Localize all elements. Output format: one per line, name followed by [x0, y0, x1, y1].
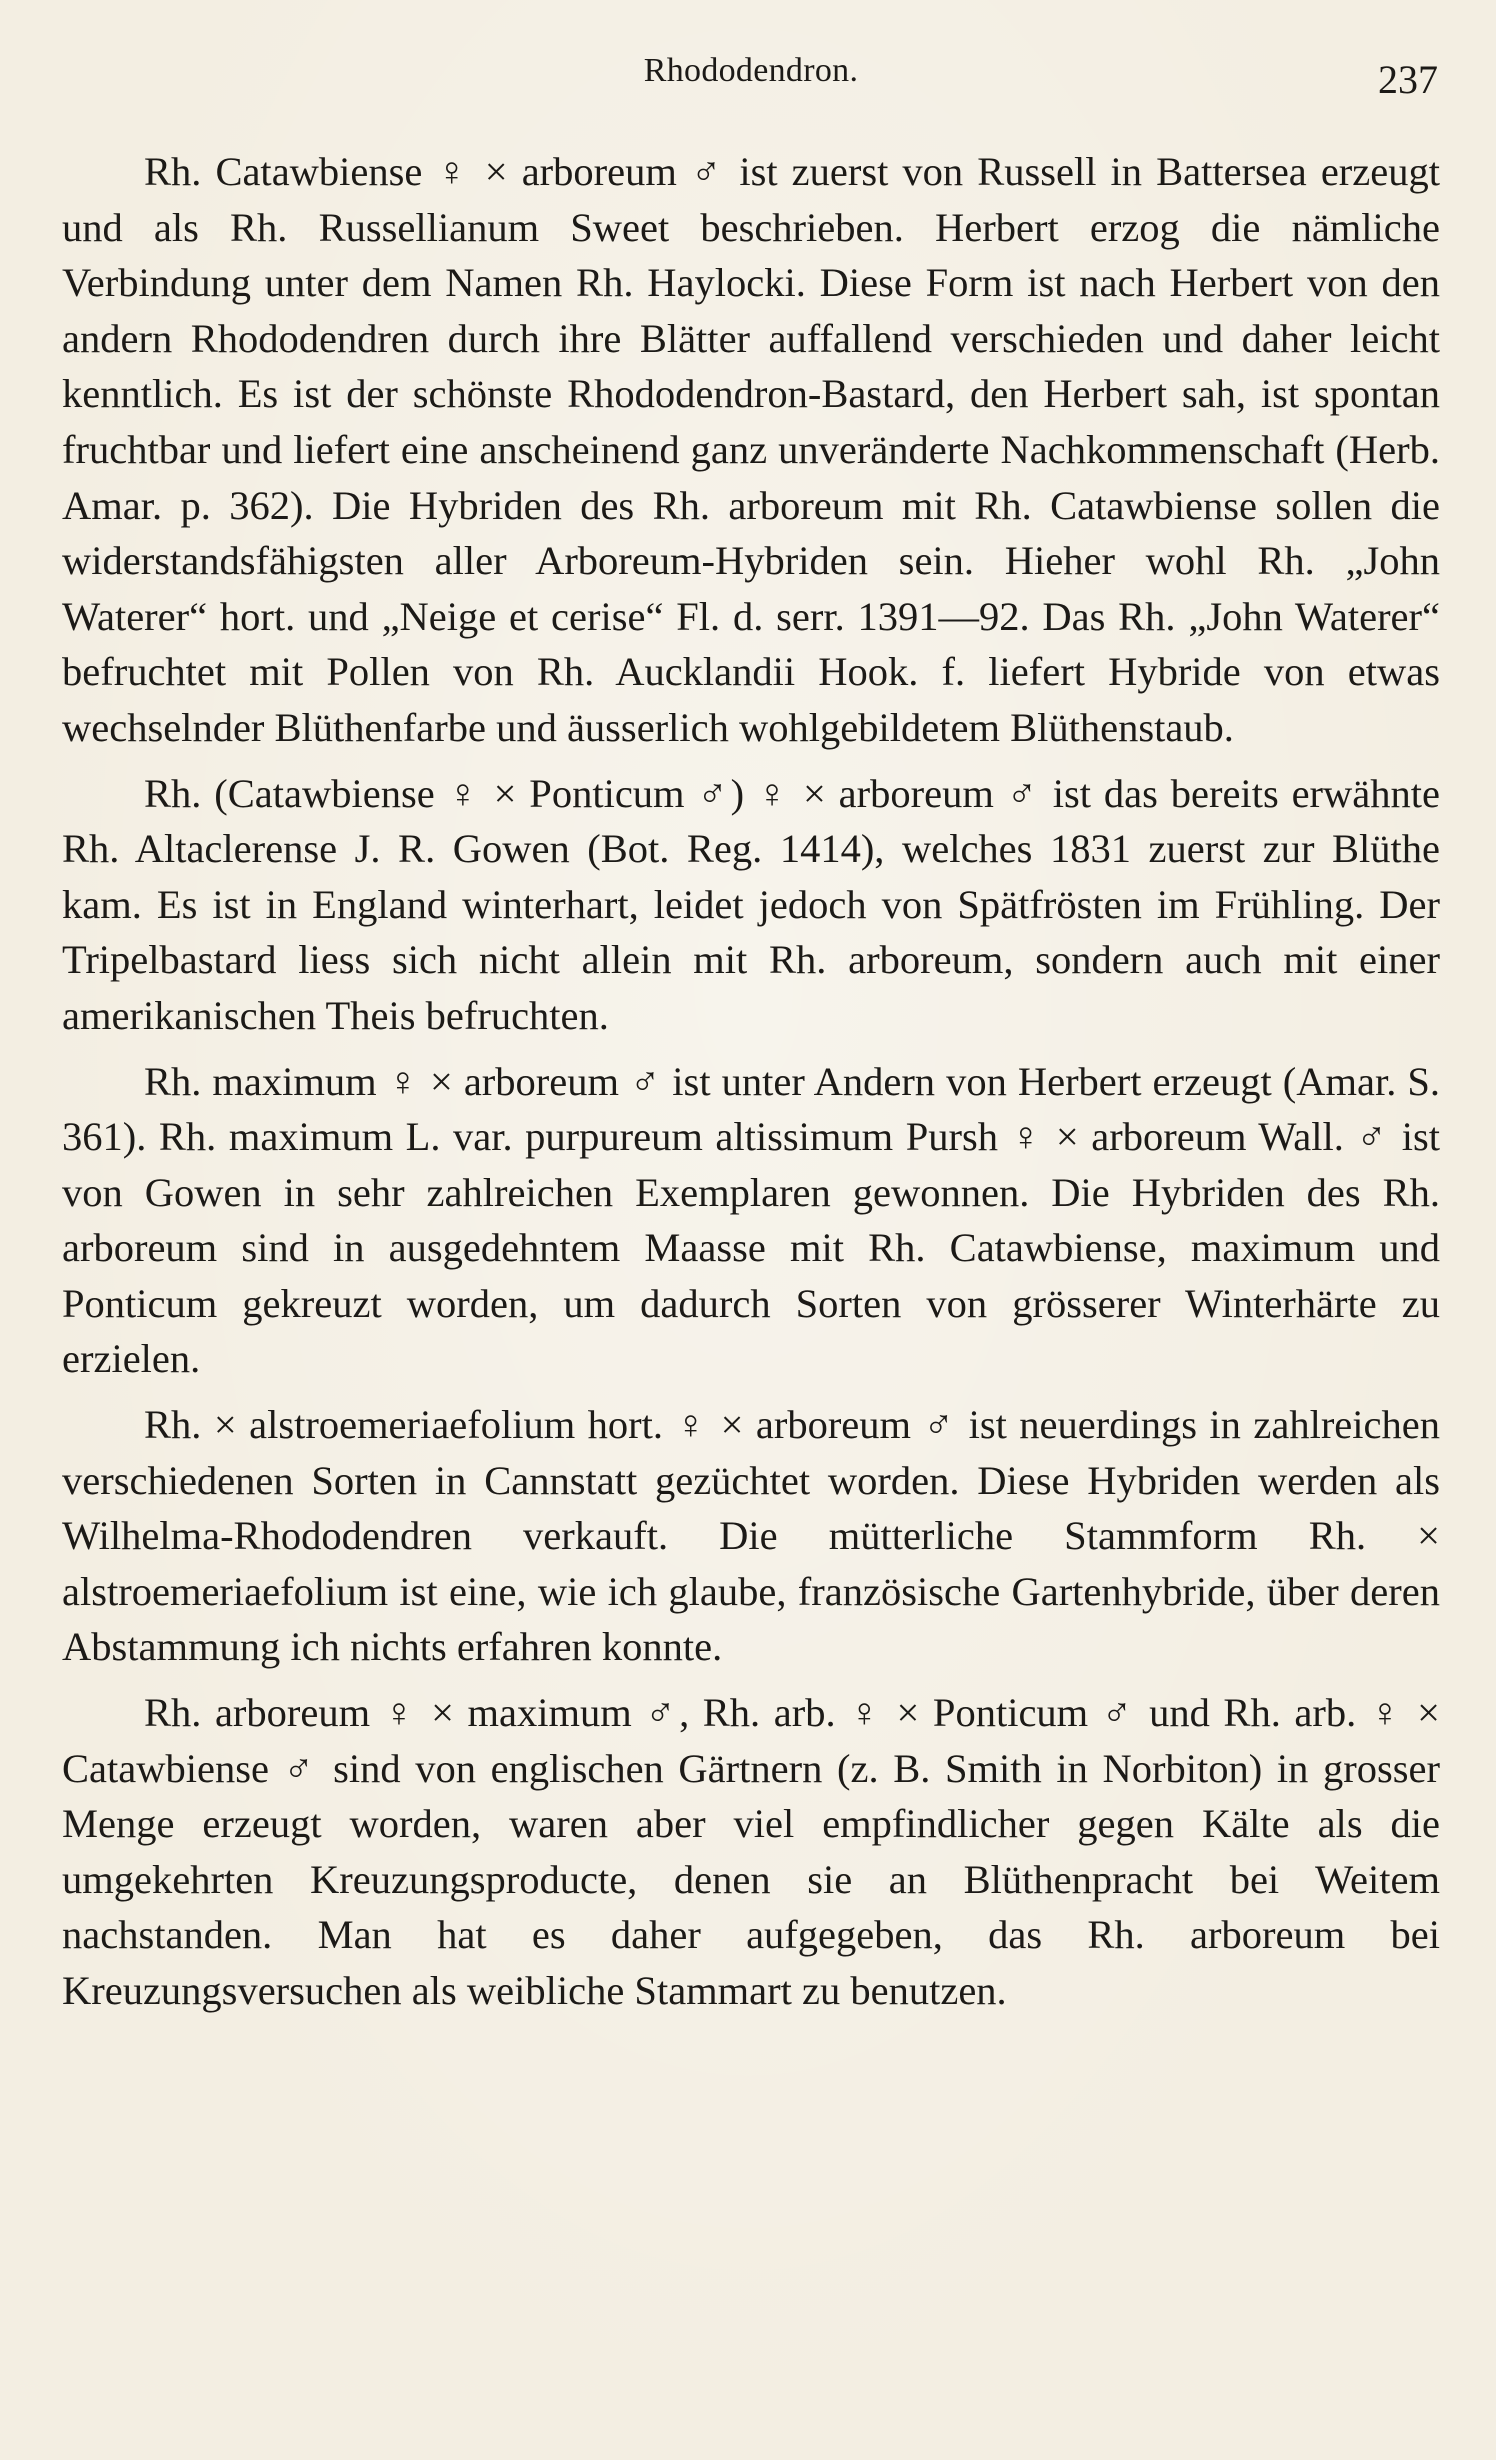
page-number: 237	[1378, 57, 1438, 102]
running-title: Rhododendron.	[643, 52, 859, 89]
paragraph: Rh. Catawbiense ♀ × arboreum ♂ ist zuerst von Russell in Battersea erzeugt und als Rh. Russellianum Sweet beschrieben. Herbert erzog die nämliche Verbindung unter dem Namen Rh. Haylocki. Diese Form ist nach Herbert von den andern Rhododendren durch ihre Blätter auffallend verschieden und daher leicht kenntlich. Es ist der schönste Rhododendron-Bastard, den Herbert sah, ist spontan fruchtbar und liefert eine anscheinend ganz unveränderte Nachkommenschaft (Herb. Amar. p. 362). Die Hybriden des Rh. arboreum mit Rh. Catawbiense sollen die widerstandsfähigsten aller Arboreum-Hybriden sein. Hieher wohl Rh. „John Waterer“ hort. und „Neige et cerise“ Fl. d. serr. 1391—92. Das Rh. „John Waterer“ befruchtet mit Pollen von Rh. Aucklandii Hook. f. liefert Hybride von etwas wechselnder Blüthenfarbe und äusserlich wohlgebildetem Blüthenstaub.	[62, 149, 1440, 750]
paragraph: Rh. maximum ♀ × arboreum ♂ ist unter Andern von Herbert erzeugt (Amar. S. 361). Rh. maximum L. var. purpureum altissimum Pursh ♀ × arboreum Wall. ♂ ist von Gowen in sehr zahlreichen Exemplaren gewonnen. Die Hybriden des Rh. arboreum sind in ausgedehntem Maasse mit Rh. Catawbiense, maximum und Ponticum gekreuzt worden, um dadurch Sorten von grösserer Winterhärte zu erzielen.	[62, 1058, 1440, 1382]
page-header	[62, 52, 1440, 112]
paragraph: Rh. (Catawbiense ♀ × Ponticum ♂) ♀ × arboreum ♂ ist das bereits erwähnte Rh. Altaclerense J. R. Gowen (Bot. Reg. 1414), welches 1831 zuerst zur Blüthe kam. Es ist in England winterhart, leidet jedoch von Spätfrösten im Frühling. Der Tripelbastard liess sich nicht allein mit Rh. arboreum, sondern auch mit einer amerikanischen Theis befruchten.	[62, 770, 1440, 1038]
paragraph: Rh. arboreum ♀ × maximum ♂, Rh. arb. ♀ × Ponticum ♂ und Rh. arb. ♀ × Catawbiense ♂ sind von englischen Gärtnern (z. B. Smith in Norbiton) in grosser Menge erzeugt worden, waren aber viel empfindlicher gegen Kälte als die umgekehrten Kreuzungsproducte, denen sie an Blüthenpracht bei Weitem nachstanden. Man hat es daher aufgegeben, das Rh. arboreum bei Kreuzungsversuchen als weibliche Stammart zu benutzen.	[62, 1690, 1440, 2013]
paragraph: Rh. × alstroemeriaefolium hort. ♀ × arboreum ♂ ist neuerdings in zahlreichen verschiedenen Sorten in Cannstatt gezüchtet worden. Diese Hybriden werden als Wilhelma-Rhododendren verkauft. Die mütterliche Stammform Rh. × alstroemeriaefolium ist eine, wie ich glaube, französische Gartenhybride, über deren Abstammung ich nichts erfahren konnte.	[62, 1402, 1440, 1670]
body-text	[62, 144, 1440, 2019]
